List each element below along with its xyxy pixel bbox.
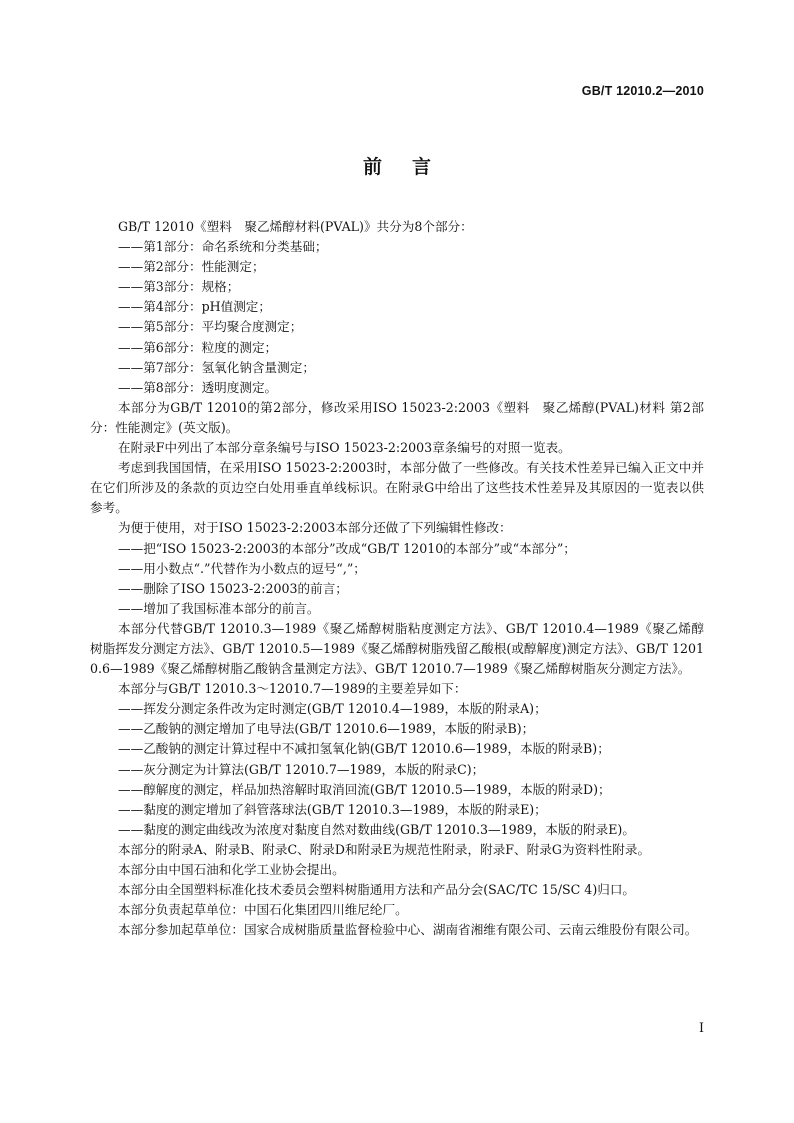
- list-item: ——第8部分：透明度测定。: [118, 379, 278, 395]
- paragraph: 考虑到我国国情，在采用ISO 15023-2:2003时，本部分做了一些修改。有关技术性差异已编入正文中并在它们所涉及的条款的页边空白处用垂直单线标识。在附录G中给出了这些技术性差异及其原因的一览表以供参考。: [90, 460, 704, 516]
- list-item: ——乙酸钠的测定计算过程中不减扣氢氧化钠(GB/T 12010.6—1989，本版的附录B)；: [118, 741, 610, 757]
- list-item: ——把“ISO 15023-2:2003的本部分”改成“GB/T 12010的本部分”或“本部分”；: [118, 540, 576, 556]
- list-item: ——第3部分：规格；: [118, 279, 240, 295]
- list-item: ——挥发分测定条件改为定时测定(GB/T 12010.4—1989，本版的附录A)；: [118, 701, 547, 717]
- paragraph: GB/T 12010《塑料 聚乙烯醇材料(PVAL)》共分为8个部分：: [118, 219, 473, 234]
- paragraph: 为便于使用，对于ISO 15023-2:2003本部分还做了下列编辑性修改：: [118, 520, 512, 536]
- list-item: ——用小数点“.”代替作为小数点的逗号“,”；: [118, 560, 366, 576]
- list-item: ——醇解度的测定，样品加热溶解时取消回流(GB/T 12010.5—1989，本版的附录D)；: [118, 781, 611, 797]
- page-number: I: [699, 1020, 704, 1035]
- list-item: ——第7部分：氢氧化钠含量测定；: [118, 359, 315, 375]
- paragraph: 本部分代替GB/T 12010.3—1989《聚乙烯醇树脂粘度测定方法》、GB/T 12010.4—1989《聚乙烯醇树脂挥发分测定方法》、GB/T 12010.5—1989《聚乙烯醇树脂残留乙酸根(或醇解度)测定方法》、GB/T 12010.6—1989《聚乙烯醇树脂乙酸钠含量测定方法》、GB/T 12010.7—1989《聚乙烯醇树脂灰分测定方法》。: [90, 620, 704, 677]
- list-item: ——删除了ISO 15023-2:2003的前言；: [118, 580, 348, 596]
- list-item: ——黏度的测定曲线改为浓度对黏度自然对数曲线(GB/T 12010.3—1989，本版的附录E)。: [118, 821, 635, 837]
- standard-code: GB/T 12010.2—2010: [581, 84, 704, 98]
- paragraph: 本部分负责起草单位：中国石化集团四川维尼纶厂。: [118, 902, 408, 918]
- paragraph: 本部分与GB/T 12010.3～12010.7—1989的主要差异如下：: [118, 681, 467, 697]
- foreword-body: [90, 217, 704, 940]
- list-item: ——增加了我国标准本部分的前言。: [118, 600, 320, 616]
- paragraph: 本部分由全国塑料标准化技术委员会塑料树脂通用方法和产品分会(SAC/TC 15/SC 4)归口。: [118, 882, 636, 898]
- paragraph: 本部分由中国石油和化学工业协会提出。: [118, 862, 345, 877]
- paragraph: 本部分的附录A、附录B、附录C、附录D和附录E为规范性附录，附录F、附录G为资料性附录。: [118, 841, 651, 857]
- list-item: ——第2部分：性能测定；: [118, 259, 265, 275]
- list-item: ——黏度的测定增加了斜管落球法(GB/T 12010.3—1989，本版的附录E)；: [118, 801, 547, 817]
- page-title: 前言: [362, 156, 461, 178]
- list-item: ——乙酸钠的测定增加了电导法(GB/T 12010.6—1989，本版的附录B)；: [118, 721, 535, 737]
- list-item: ——第6部分：粒度的测定；: [118, 339, 278, 355]
- list-item: ——第5部分：平均聚合度测定；: [118, 319, 303, 335]
- paragraph: 本部分参加起草单位：国家合成树脂质量监督检验中心、湖南省湘维有限公司、云南云维股份有限公司。: [118, 922, 698, 938]
- paragraph: 本部分为GB/T 12010的第2部分，修改采用ISO 15023-2:2003《塑料 聚乙烯醇(PVAL)材料 第2部分：性能测定》(英文版)。: [90, 399, 704, 435]
- list-item: ——灰分测定为计算法(GB/T 12010.7—1989，本版的附录C)；: [118, 761, 485, 777]
- paragraph: 在附录F中列出了本部分章条编号与ISO 15023-2:2003章条编号的对照一览表。: [118, 440, 571, 456]
- list-item: ——第1部分：命名系统和分类基础；: [118, 239, 328, 255]
- list-item: ——第4部分：pH值测定；: [118, 299, 271, 315]
